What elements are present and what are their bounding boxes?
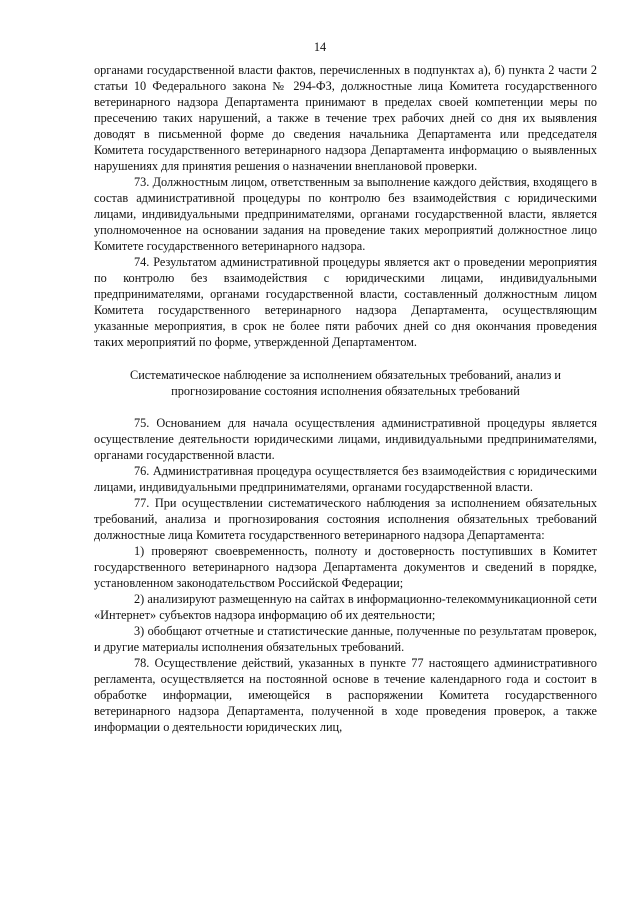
paragraph-78: 78. Осуществление действий, указанных в пункте 77 настоящего административного регламента, осуществляется на постоянной основе в течение календарного года и состоит в обработке информации, имеющейся в распоряжении Комитета государственного ветеринарного надзора Департамента, полученной в ходе проведения проверок, а также информации о деятельности юридических лиц, (94, 656, 597, 734)
paragraph-73: 73. Должностным лицом, ответственным за выполнение каждого действия, входящего в состав административной процедуры по контролю без взаимодействия с юридическими лицами, индивидуальными предпринимателями, органами государственной власти, является уполномоченное на основании задания на проведение таких мероприятий должностное лицо Комитете государственного ветеринарного надзора. (94, 175, 597, 253)
paragraph-77-item-1: 1) проверяют своевременность, полноту и достоверность поступивших в Комитет государственного ветеринарного надзора Департамента документов и сведений в порядке, установленном законодательством Российской Федерации; (94, 544, 597, 590)
section-heading-line-1: Систематическое наблюдение за исполнением обязательных требований, анализ и (130, 368, 561, 382)
paragraph-75: 75. Основанием для начала осуществления административной процедуры является осуществление деятельности юридическими лицами, индивидуальными предпринимателями, органами государственной власти. (94, 416, 597, 462)
paragraph-77: 77. При осуществлении систематического наблюдения за исполнением обязательных требований, анализа и прогнозирования состояния исполнения обязательных требований должностные лица Комитета государственного ветеринарного надзора Департамента: (94, 496, 597, 542)
paragraph-74: 74. Результатом административной процедуры является акт о проведении мероприятия по контролю без взаимодействия с юридическими лицами, индивидуальными предпринимателями, органами государственной власти, составленный должностным лицом Комитета государственного ветеринарного надзора Департамента, осуществляющим указанные мероприятия, в срок не более пяти рабочих дней со дня окончания проведения таких мероприятий по форме, утвержденной Департаментом. (94, 255, 597, 349)
paragraph-77-item-2: 2) анализируют размещенную на сайтах в информационно-телекоммуникационной сети «Интернет» субъектов надзора информацию об их деятельности; (94, 592, 597, 622)
page-number: 14 (313, 40, 327, 54)
paragraph-76: 76. Административная процедура осуществляется без взаимодействия с юридическими лицами, индивидуальными предпринимателями, органами государственной власти. (94, 464, 597, 494)
section-heading (94, 367, 597, 399)
section-heading-line-2: прогнозирование состояния исполнения обязательных требований (171, 384, 520, 398)
document-body (94, 62, 597, 735)
paragraph-continuation: органами государственной власти фактов, перечисленных в подпунктах а), б) пункта 2 части 2 статьи 10 Федерального закона № 294-ФЗ, должностные лица Комитета государственного ветеринарного надзора Департамента принимают в пределах своей компетенции меры по пресечению таких нарушений, а также в течение трех рабочих дней со дня их выявления доводят в письменной форме до сведения начальника Департамента или председателя Комитета государственного ветеринарного надзора Департамента информацию о выявленных нарушениях для принятия решения о назначении внеплановой проверки. (94, 63, 597, 173)
paragraph-77-item-3: 3) обобщают отчетные и статистические данные, полученные по результатам проверок, и другие материалы исполнения обязательных требований. (94, 624, 597, 654)
